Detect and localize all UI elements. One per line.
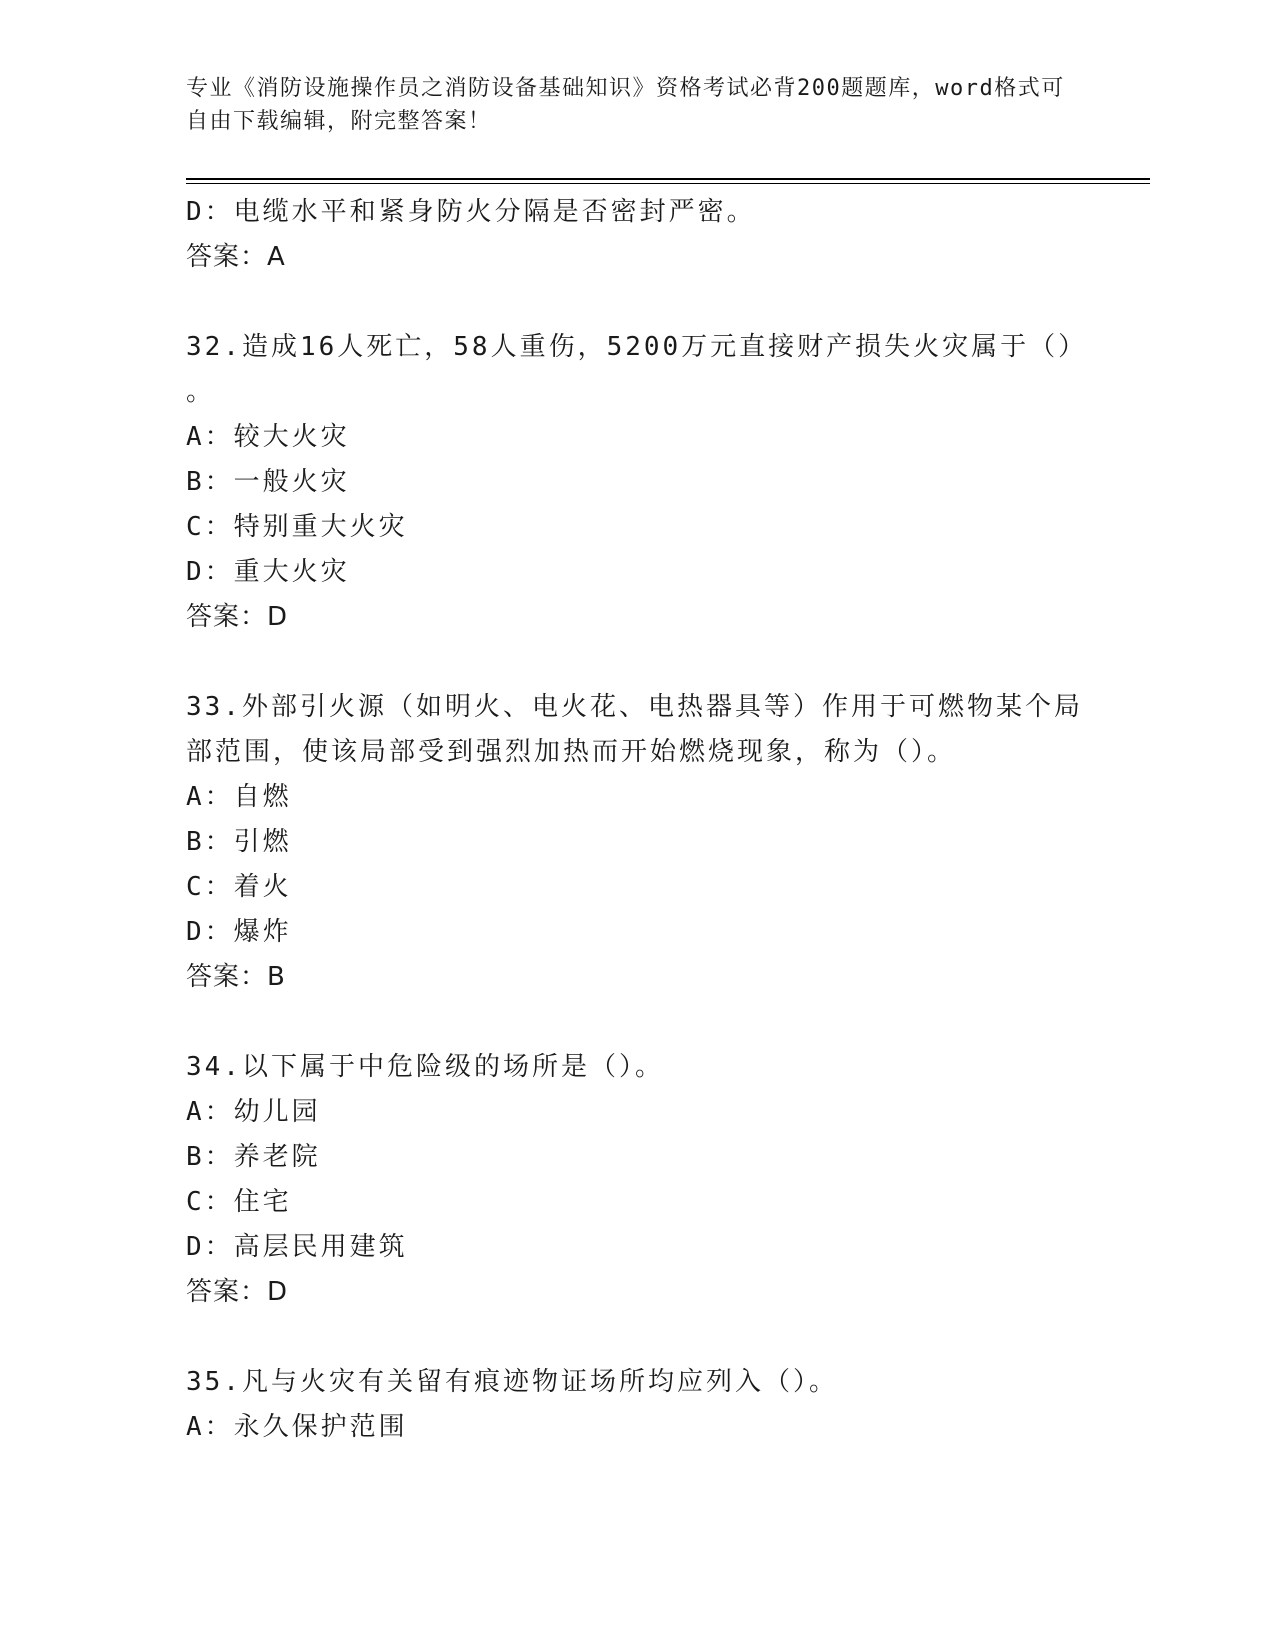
option-b: B：养老院 (186, 1142, 321, 1172)
header-divider (186, 178, 1150, 180)
answer-line: 答案：D (186, 1277, 289, 1307)
answer-line: 答案：A (186, 242, 286, 272)
question-list (186, 190, 1086, 1450)
option-d: D：爆炸 (186, 917, 292, 947)
question-text: 33.外部引火源（如明火、电火花、电热器具等）作用于可燃物某个局 (186, 692, 1083, 722)
question-text: 35.凡与火灾有关留有痕迹物证场所均应列入（）。 (186, 1367, 838, 1397)
header-title: 专业《消防设施操作员之消防设备基础知识》资格考试必背200题题库，word格式可自由下载编辑，附完整答案！ (186, 76, 1065, 134)
question-text-cont: 。 (186, 377, 216, 407)
question-text: 34.以下属于中危险级的场所是（）。 (186, 1052, 664, 1082)
option-c: C：着火 (186, 872, 292, 902)
document-header (186, 72, 1066, 138)
option-c: C：住宅 (186, 1187, 292, 1217)
option-d: D：重大火灾 (186, 557, 350, 587)
previous-question-tail (186, 190, 1086, 280)
option-c: C：特别重大火灾 (186, 512, 408, 542)
answer-line: 答案：D (186, 602, 289, 632)
option-a: A：自燃 (186, 782, 292, 812)
option-d: D：电缆水平和紧身防火分隔是否密封严密。 (186, 197, 756, 227)
question-33 (186, 685, 1086, 1000)
option-a: A：永久保护范围 (186, 1412, 408, 1442)
question-35 (186, 1360, 1086, 1450)
option-b: B：一般火灾 (186, 467, 350, 497)
option-a: A：较大火灾 (186, 422, 350, 452)
option-d: D：高层民用建筑 (186, 1232, 408, 1262)
header-divider-thin (186, 183, 1150, 184)
question-32 (186, 325, 1086, 640)
option-a: A：幼儿园 (186, 1097, 321, 1127)
option-b: B：引燃 (186, 827, 292, 857)
question-text: 32.造成16人死亡，58人重伤，5200万元直接财产损失火灾属于（） (186, 332, 1088, 362)
answer-line: 答案：B (186, 962, 286, 992)
question-34 (186, 1045, 1086, 1315)
question-text-cont: 部范围，使该局部受到强烈加热而开始燃烧现象，称为（）。 (186, 737, 957, 767)
